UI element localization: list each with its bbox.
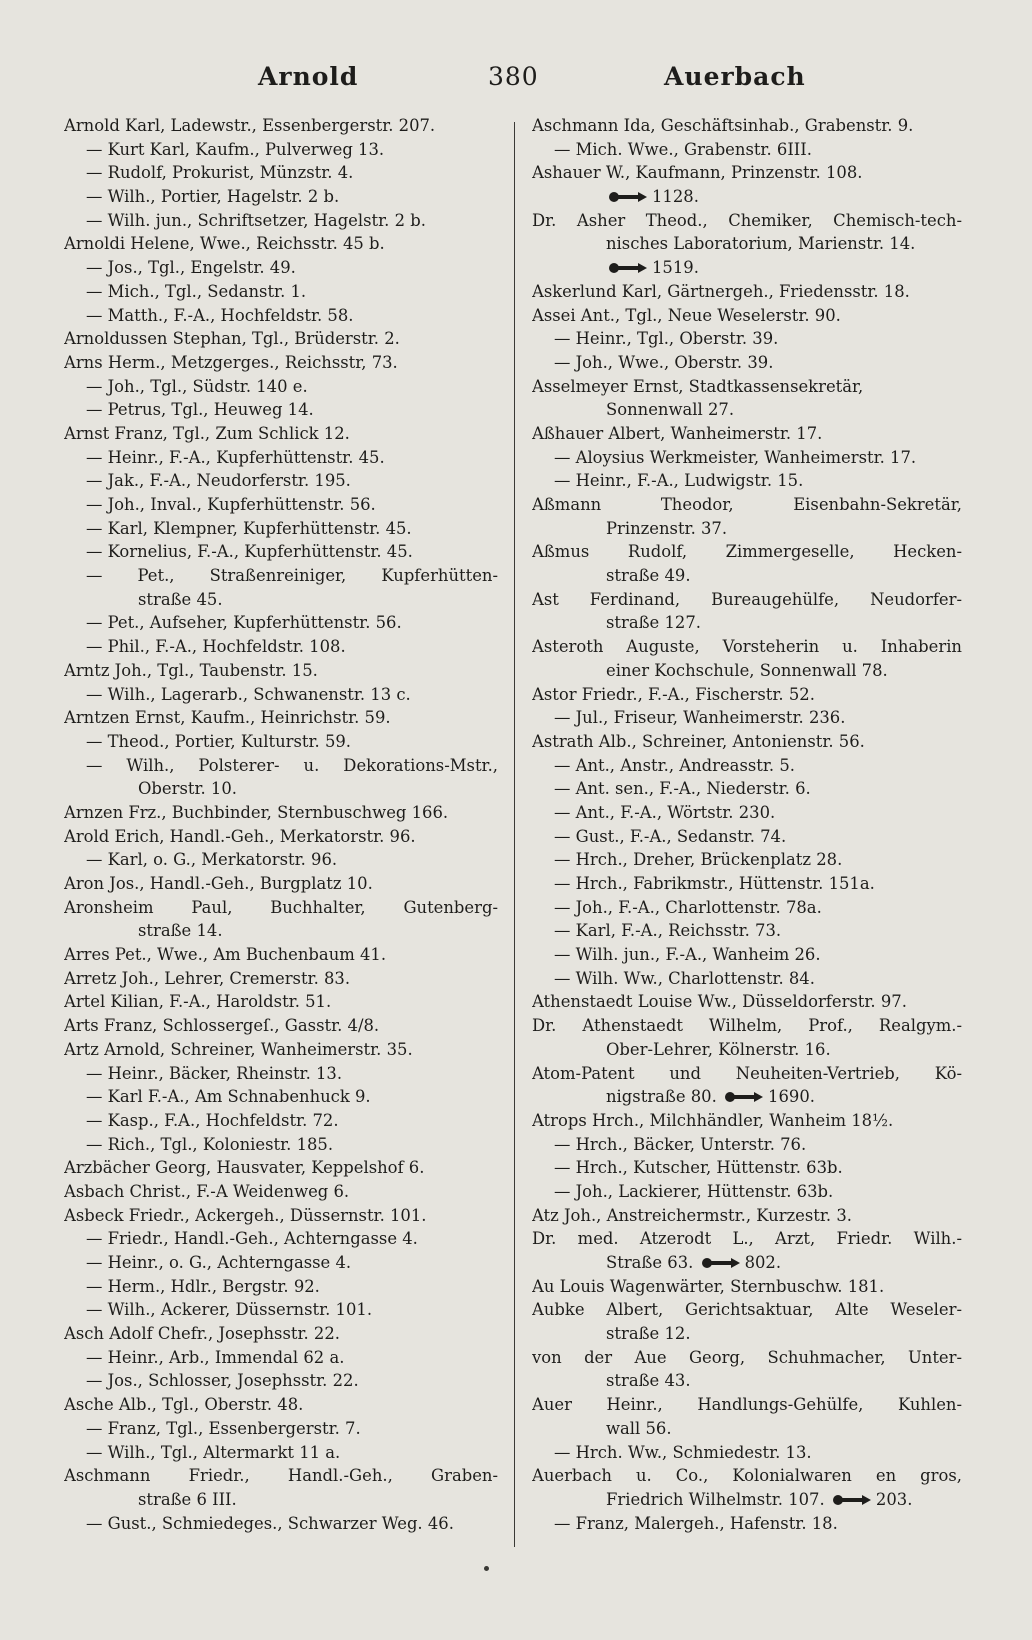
directory-entry: Arnzen Frz., Buchbinder, Sternbuschweg 166. bbox=[64, 802, 449, 822]
directory-entry: — Heinr., Arb., Immendal 62 a. bbox=[86, 1347, 345, 1367]
directory-entry: Au Louis Wagenwärter, Sternbuschw. 181. bbox=[532, 1276, 885, 1296]
directory-entry: Athenstaedt Louise Ww., Düsseldorferstr. 97. bbox=[532, 992, 907, 1012]
phone-number: 1690. bbox=[768, 1087, 815, 1107]
directory-entry: Asteroth Auguste, Vorsteherin u. Inhaberin bbox=[532, 637, 962, 657]
directory-entry: Dr. Asher Theod., Chemiker, Chemisch-tech- bbox=[532, 210, 962, 230]
telephone-icon bbox=[832, 1494, 872, 1506]
entry-text: nigstraße 80. bbox=[606, 1087, 723, 1107]
entry-text: Friedrich Wilhelmstr. 107. bbox=[606, 1489, 830, 1509]
directory-entry: — Jos., Schlosser, Josephsstr. 22. bbox=[86, 1371, 359, 1391]
directory-entry: — Hrch. Ww., Schmiedestr. 13. bbox=[554, 1442, 812, 1462]
directory-entry: — Joh., Lackierer, Hüttenstr. 63b. bbox=[554, 1181, 834, 1201]
directory-entry: — Heinr., F.-A., Ludwigstr. 15. bbox=[554, 471, 804, 491]
phone-number: 1128. bbox=[652, 187, 699, 207]
directory-entry: Arntzen Ernst, Kaufm., Heinrichstr. 59. bbox=[64, 708, 391, 728]
directory-entry: — Hrch., Dreher, Brückenplatz 28. bbox=[554, 850, 843, 870]
directory-entry: — Jos., Tgl., Engelstr. 49. bbox=[86, 258, 296, 278]
directory-entry: von der Aue Georg, Schuhmacher, Unter- bbox=[532, 1347, 962, 1367]
directory-entry: — Phil., F.-A., Hochfeldstr. 108. bbox=[86, 637, 346, 657]
entry-continuation: straße 12. bbox=[606, 1324, 691, 1344]
telephone-icon bbox=[608, 191, 648, 203]
directory-entry: Atz Joh., Anstreichermstr., Kurzestr. 3. bbox=[532, 1205, 852, 1225]
directory-entry: Asbeck Friedr., Ackergeh., Düssernstr. 101. bbox=[64, 1205, 427, 1225]
directory-entry: Arts Franz, Schlossergeſ., Gasstr. 4/8. bbox=[64, 1016, 380, 1036]
directory-entry: — Herm., Hdlr., Bergstr. 92. bbox=[86, 1276, 320, 1296]
directory-entry: — Hrch., Bäcker, Unterstr. 76. bbox=[554, 1134, 807, 1154]
directory-entry: Dr. Athenstaedt Wilhelm, Prof., Realgym.- bbox=[532, 1016, 962, 1036]
entry-continuation: Prinzenstr. 37. bbox=[606, 518, 728, 538]
directory-entry: Arzbächer Georg, Hausvater, Keppelshof 6. bbox=[64, 1158, 425, 1178]
directory-entry: — Gust., Schmiedeges., Schwarzer Weg. 46. bbox=[86, 1513, 454, 1533]
directory-entry: Arres Pet., Wwe., Am Buchenbaum 41. bbox=[64, 945, 387, 965]
telephone-icon bbox=[724, 1091, 764, 1103]
directory-entry: Arold Erich, Handl.-Geh., Merkatorstr. 96. bbox=[64, 826, 416, 846]
left-column bbox=[64, 114, 498, 1535]
directory-entry: — Ant., Anstr., Andreasstr. 5. bbox=[554, 755, 795, 775]
directory-entry: — Karl F.-A., Am Schnabenhuck 9. bbox=[86, 1087, 371, 1107]
directory-entry: — Karl, F.-A., Reichsstr. 73. bbox=[554, 921, 782, 941]
telephone-icon bbox=[608, 262, 648, 274]
directory-entry: Auerbach u. Co., Kolonialwaren en gros, bbox=[532, 1466, 962, 1486]
directory-entry: — Joh., Inval., Kupferhüttenstr. 56. bbox=[86, 495, 376, 514]
directory-entry: — Mich. Wwe., Grabenstr. 6III. bbox=[554, 139, 812, 159]
directory-entry: — Heinr., o. G., Achterngasse 4. bbox=[86, 1253, 352, 1272]
directory-entry: — Wilh., Portier, Hagelstr. 2 b. bbox=[86, 187, 340, 207]
directory-entry: — Franz, Malergeh., Hafenstr. 18. bbox=[554, 1513, 838, 1533]
directory-entry: — Wilh., Polsterer- u. Dekorations-Mstr., bbox=[86, 755, 498, 775]
directory-entry: Arnoldi Helene, Wwe., Reichsstr. 45 b. bbox=[64, 234, 385, 254]
running-head-right: Auerbach bbox=[664, 62, 806, 91]
entry-continuation: straße 14. bbox=[138, 921, 223, 941]
directory-entry: Ashauer W., Kaufmann, Prinzenstr. 108. bbox=[532, 163, 863, 183]
entry-text: Straße 63. bbox=[606, 1253, 699, 1272]
page-mark bbox=[484, 1566, 489, 1571]
directory-entry: — Wilh., Ackerer, Düssernstr. 101. bbox=[86, 1300, 373, 1320]
entry-continuation: straße 127. bbox=[606, 613, 701, 633]
entry-continuation: straße 43. bbox=[606, 1371, 691, 1391]
directory-entry: — Aloysius Werkmeister, Wanheimerstr. 17. bbox=[554, 447, 917, 467]
directory-entry: Aßmann Theodor, Eisenbahn-Sekretär, bbox=[532, 495, 962, 514]
entry-continuation: straße 6 III. bbox=[138, 1489, 237, 1509]
directory-entry: Astrath Alb., Schreiner, Antonienstr. 56. bbox=[532, 731, 865, 751]
directory-entry: — Kurt Karl, Kaufm., Pulverweg 13. bbox=[86, 139, 385, 159]
directory-entry: — Pet., Aufseher, Kupferhüttenstr. 56. bbox=[86, 613, 402, 633]
phone-number: 203. bbox=[875, 1489, 913, 1509]
directory-entry: Dr. med. Atzerodt L., Arzt, Friedr. Wilh.- bbox=[532, 1229, 962, 1249]
page-number: 380 bbox=[488, 62, 539, 91]
directory-entry: — Ant., F.-A., Wörtstr. 230. bbox=[554, 802, 776, 822]
directory-entry: Atrops Hrch., Milchhändler, Wanheim 18½. bbox=[532, 1110, 894, 1130]
directory-entry: Aßmus Rudolf, Zimmergeselle, Hecken- bbox=[532, 542, 962, 562]
directory-entry: — Jul., Friseur, Wanheimerstr. 236. bbox=[554, 708, 846, 728]
directory-entry: Asche Alb., Tgl., Oberstr. 48. bbox=[64, 1395, 304, 1415]
directory-entry: Asch Adolf Chefr., Josephsstr. 22. bbox=[64, 1324, 340, 1344]
directory-entry: Ast Ferdinand, Bureaugehülfe, Neudorfer- bbox=[532, 589, 962, 609]
directory-entry: — Rich., Tgl., Koloniestr. 185. bbox=[86, 1134, 334, 1154]
directory-entry: — Wilh. jun., F.-A., Wanheim 26. bbox=[554, 945, 821, 965]
entry-continuation: straße 45. bbox=[138, 589, 223, 609]
directory-entry: — Gust., F.-A., Sedanstr. 74. bbox=[554, 826, 787, 846]
directory-entry: — Jak., F.-A., Neudorferstr. 195. bbox=[86, 471, 351, 491]
directory-entry: — Karl, o. G., Merkatorstr. 96. bbox=[86, 850, 338, 870]
entry-continuation: Sonnenwall 27. bbox=[606, 400, 735, 420]
directory-entry: Assei Ant., Tgl., Neue Weselerstr. 90. bbox=[532, 305, 841, 325]
directory-entry: — Joh., F.-A., Charlottenstr. 78a. bbox=[554, 897, 822, 917]
directory-entry: Aron Jos., Handl.-Geh., Burgplatz 10. bbox=[64, 874, 373, 893]
directory-entry: — Karl, Klempner, Kupferhüttenstr. 45. bbox=[86, 518, 412, 538]
directory-entry: — Kasp., F.A., Hochfeldstr. 72. bbox=[86, 1110, 339, 1130]
directory-entry: — Wilh., Lagerarb., Schwanenstr. 13 c. bbox=[86, 684, 411, 704]
entry-phone-line bbox=[532, 256, 962, 280]
directory-entry: Aßhauer Albert, Wanheimerstr. 17. bbox=[532, 423, 823, 443]
directory-entry: — Matth., F.-A., Hochfeldstr. 58. bbox=[86, 305, 354, 325]
directory-entry: Arnoldussen Stephan, Tgl., Brüderstr. 2. bbox=[64, 329, 400, 349]
directory-entry: — Wilh. Ww., Charlottenstr. 84. bbox=[554, 968, 815, 988]
directory-entry: Aschmann Friedr., Handl.-Geh., Graben- bbox=[64, 1466, 498, 1486]
directory-entry: Askerlund Karl, Gärtnergeh., Friedensstr. 18. bbox=[532, 281, 910, 301]
entry-continuation: Oberstr. 10. bbox=[138, 779, 237, 799]
directory-entry: Auer Heinr., Handlungs-Gehülfe, Kuhlen- bbox=[532, 1395, 962, 1415]
directory-entry: Arnold Karl, Ladewstr., Essenbergerstr. 207. bbox=[64, 116, 436, 135]
directory-entry: Aronsheim Paul, Buchhalter, Gutenberg- bbox=[64, 897, 498, 917]
entry-phone-line bbox=[532, 185, 962, 209]
directory-entry: Asselmeyer Ernst, Stadtkassensekretär, bbox=[532, 376, 864, 396]
directory-entry: — Joh., Tgl., Südstr. 140 e. bbox=[86, 376, 308, 396]
entry-continuation: wall 56. bbox=[606, 1418, 672, 1438]
directory-entry: Atom-Patent und Neuheiten-Vertrieb, Kö- bbox=[532, 1063, 962, 1083]
telephone-icon bbox=[701, 1257, 741, 1269]
entry-continuation bbox=[532, 1251, 962, 1275]
directory-entry: — Theod., Portier, Kulturstr. 59. bbox=[86, 731, 352, 751]
directory-entry: — Hrch., Fabrikmstr., Hüttenstr. 151a. bbox=[554, 874, 875, 893]
directory-entry: Artel Kilian, F.-A., Haroldstr. 51. bbox=[64, 992, 332, 1012]
directory-entry: — Wilh. jun., Schriftsetzer, Hagelstr. 2 b. bbox=[86, 210, 426, 230]
entry-continuation: nisches Laboratorium, Marienstr. 14. bbox=[606, 234, 916, 254]
entry-continuation bbox=[532, 1085, 962, 1109]
directory-entry: Arntz Joh., Tgl., Taubenstr. 15. bbox=[64, 660, 318, 680]
directory-entry: — Friedr., Handl.-Geh., Achterngasse 4. bbox=[86, 1229, 418, 1249]
entry-continuation: straße 49. bbox=[606, 566, 691, 586]
directory-entry: — Ant. sen., F.-A., Niederstr. 6. bbox=[554, 779, 811, 799]
running-head-left: Arnold bbox=[258, 62, 359, 91]
directory-entry: — Kornelius, F.-A., Kupferhüttenstr. 45. bbox=[86, 542, 413, 562]
right-column bbox=[532, 114, 962, 1535]
directory-entry: — Mich., Tgl., Sedanstr. 1. bbox=[86, 281, 307, 301]
directory-entry: Arns Herm., Metzgerges., Reichsstr, 73. bbox=[64, 352, 398, 372]
phone-number: 1519. bbox=[652, 258, 699, 278]
directory-entry: — Heinr., F.-A., Kupferhüttenstr. 45. bbox=[86, 447, 385, 467]
directory-entry: Aubke Albert, Gerichtsaktuar, Alte Weseler- bbox=[532, 1300, 962, 1320]
directory-entry: — Rudolf, Prokurist, Münzstr. 4. bbox=[86, 163, 354, 183]
directory-entry: — Hrch., Kutscher, Hüttenstr. 63b. bbox=[554, 1158, 843, 1178]
entry-continuation bbox=[532, 1488, 962, 1512]
entry-continuation: Ober-Lehrer, Kölnerstr. 16. bbox=[606, 1039, 831, 1059]
directory-entry: Astor Friedr., F.-A., Fischerstr. 52. bbox=[532, 684, 815, 704]
directory-entry: — Heinr., Tgl., Oberstr. 39. bbox=[554, 329, 779, 349]
column-divider bbox=[514, 122, 515, 1547]
directory-entry: Arretz Joh., Lehrer, Cremerstr. 83. bbox=[64, 968, 351, 988]
directory-entry: — Petrus, Tgl., Heuweg 14. bbox=[86, 400, 314, 420]
directory-entry: Asbach Christ., F.-A Weidenweg 6. bbox=[64, 1181, 350, 1201]
directory-entry: Arnst Franz, Tgl., Zum Schlick 12. bbox=[64, 423, 350, 443]
phone-number: 802. bbox=[744, 1253, 782, 1272]
directory-entry: — Heinr., Bäcker, Rheinstr. 13. bbox=[86, 1063, 343, 1083]
entry-continuation: einer Kochschule, Sonnenwall 78. bbox=[606, 660, 888, 680]
directory-entry: Aschmann Ida, Geschäftsinhab., Grabenstr. 9. bbox=[532, 116, 914, 135]
directory-entry: — Joh., Wwe., Oberstr. 39. bbox=[554, 352, 774, 372]
directory-entry: — Wilh., Tgl., Altermarkt 11 a. bbox=[86, 1442, 341, 1462]
directory-entry: — Pet., Straßenreiniger, Kupferhütten- bbox=[86, 566, 498, 586]
directory-entry: Artz Arnold, Schreiner, Wanheimerstr. 35. bbox=[64, 1039, 413, 1059]
directory-entry: — Franz, Tgl., Essenbergerstr. 7. bbox=[86, 1418, 361, 1438]
